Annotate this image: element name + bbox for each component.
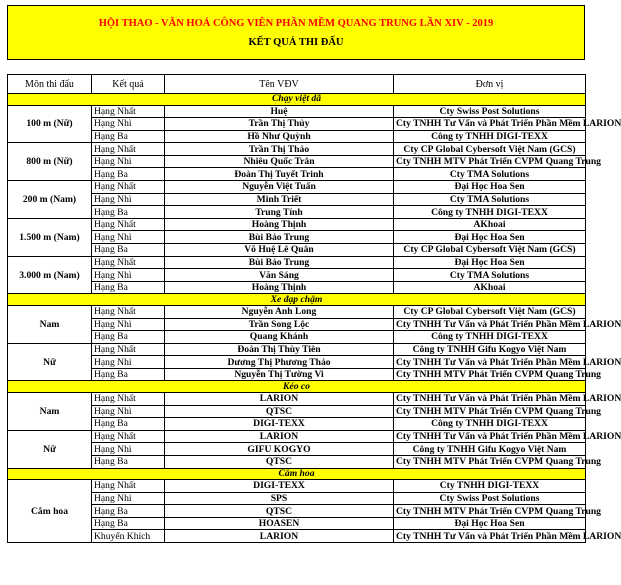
unit-cell: Cty CP Global Cybersoft Việt Nam (GCS) [394,143,586,156]
table-row [8,130,586,143]
table-row [8,368,586,381]
section-title: Cắm hoa [8,468,586,480]
unit-cell: AKhoai [394,218,586,231]
column-header: Kết quả [92,75,165,94]
unit-cell: Cty TNHH MTV Phát Triển CVPM Quang Trung [394,155,586,168]
athlete-cell: Bùi Bảo Trung [165,256,394,269]
athlete-cell: QTSC [165,405,394,418]
section-header-row [8,294,586,306]
rank-cell: Hạng Nhì [92,118,165,131]
athlete-cell: LARION [165,530,394,543]
table-row [8,392,586,405]
table-row [8,480,586,493]
event-cell: 800 m (Nữ) [8,143,92,181]
column-header: Đơn vị [394,75,586,94]
table-row [8,405,586,418]
unit-cell: Công ty TNHH DIGI-TEXX [394,418,586,431]
table-row [8,430,586,443]
unit-cell: Cty TNHH Tư Vấn và Phát Triển Phần Mềm LARION [394,430,586,443]
table-row [8,418,586,431]
unit-cell: Cty TMA Solutions [394,168,586,181]
rank-cell: Hạng Nhất [92,256,165,269]
table-row [8,269,586,282]
table-header-row [8,75,586,94]
event-cell: 100 m (Nữ) [8,105,92,143]
rank-cell: Hạng Nhất [92,218,165,231]
rank-cell: Hạng Ba [92,168,165,181]
table-row [8,231,586,244]
rank-cell: Hạng Nhất [92,343,165,356]
athlete-cell: LARION [165,392,394,405]
rank-cell: Hạng Nhất [92,480,165,493]
athlete-cell: Trung Tính [165,206,394,219]
unit-cell: Đại Học Hoa Sen [394,517,586,530]
section-title: Kéo co [8,381,586,393]
unit-cell: AKhoai [394,281,586,294]
unit-cell: Cty TNHH DIGI-TEXX [394,480,586,493]
rank-cell: Hạng Nhất [92,305,165,318]
unit-cell: Cty TNHH MTV Phát Triển CVPM Quang Trung [394,505,586,518]
rank-cell: Hạng Ba [92,244,165,257]
table-row [8,281,586,294]
athlete-cell: HOASEN [165,517,394,530]
rank-cell: Hạng Ba [92,418,165,431]
unit-cell: Đại Học Hoa Sen [394,256,586,269]
table-row [8,305,586,318]
rank-cell: Hạng Ba [92,206,165,219]
athlete-cell: Hồ Như Quỳnh [165,130,394,143]
table-row [8,256,586,269]
table-row [8,105,586,118]
athlete-cell: Nhiêu Quốc Trân [165,155,394,168]
rank-cell: Hạng Nhì [92,155,165,168]
athlete-cell: Huệ [165,105,394,118]
unit-cell: Đại Học Hoa Sen [394,231,586,244]
athlete-cell: Quang Khánh [165,331,394,344]
rank-cell: Hạng Nhì [92,269,165,282]
table-row [8,343,586,356]
athlete-cell: GIFU KOGYO [165,443,394,456]
unit-cell: Cty Swiss Post Solutions [394,492,586,505]
rank-cell: Hạng Nhất [92,105,165,118]
rank-cell: Hạng Nhì [92,356,165,369]
unit-cell: Đại Học Hoa Sen [394,181,586,194]
rank-cell: Hạng Nhì [92,492,165,505]
athlete-cell: Hoàng Thịnh [165,218,394,231]
athlete-cell: Hoàng Thịnh [165,281,394,294]
rank-cell: Hạng Ba [92,368,165,381]
table-row [8,318,586,331]
unit-cell: Cty TMA Solutions [394,193,586,206]
unit-cell: Cty TNHH Tư Vấn và Phát Triển Phần Mềm LARION [394,392,586,405]
table-row [8,356,586,369]
rank-cell: Hạng Ba [92,517,165,530]
rank-cell: Hạng Ba [92,505,165,518]
athlete-cell: Minh Triết [165,193,394,206]
title-banner [7,5,585,60]
spacer-row [7,60,585,74]
table-row [8,517,586,530]
athlete-cell: Đoàn Thị Thùy Tiên [165,343,394,356]
rank-cell: Hạng Ba [92,331,165,344]
table-row [8,155,586,168]
unit-cell: Cty TNHH MTV Phát Triển CVPM Quang Trung [394,455,586,468]
athlete-cell: Nguyễn Anh Long [165,305,394,318]
athlete-cell: SPS [165,492,394,505]
unit-cell: Cty TMA Solutions [394,269,586,282]
unit-cell: Công ty TNHH DIGI-TEXX [394,331,586,344]
athlete-cell: QTSC [165,455,394,468]
section-title: Xe đạp chậm [8,294,586,306]
page-subtitle: KẾT QUẢ THI ĐẤU [248,37,344,48]
athlete-cell: Võ Huệ Lê Quân [165,244,394,257]
athlete-cell: Nguyễn Việt Tuấn [165,181,394,194]
column-header: Môn thi đấu [8,75,92,94]
rank-cell: Khuyến Khích [92,530,165,543]
table-row [8,118,586,131]
table-row [8,143,586,156]
athlete-cell: DIGI-TEXX [165,418,394,431]
rank-cell: Hạng Nhì [92,193,165,206]
event-cell: 200 m (Nam) [8,181,92,219]
unit-cell: Cty CP Global Cybersoft Việt Nam (GCS) [394,244,586,257]
table-row [8,218,586,231]
section-header-row [8,381,586,393]
section-header-row [8,468,586,480]
event-cell: Nữ [8,430,92,468]
rank-cell: Hạng Nhì [92,231,165,244]
unit-cell: Cty TNHH Tư Vấn và Phát Triển Phần Mềm LARION [394,356,586,369]
unit-cell: Cty TNHH Tư Vấn và Phát Triển Phần Mềm LARION [394,318,586,331]
unit-cell: Cty Swiss Post Solutions [394,105,586,118]
column-header: Tên VĐV [165,75,394,94]
athlete-cell: Dương Thị Phương Thảo [165,356,394,369]
unit-cell: Cty TNHH Tư Vấn và Phát Triển Phần Mềm LARION [394,530,586,543]
rank-cell: Hạng Nhì [92,443,165,456]
unit-cell: Công ty TNHH DIGI-TEXX [394,206,586,219]
table-row [8,530,586,543]
table-row [8,244,586,257]
athlete-cell: Đoàn Thị Tuyết Trinh [165,168,394,181]
unit-cell: Cty TNHH Tư Vấn và Phát Triển Phần Mềm LARION [394,118,586,131]
event-cell: Cắm hoa [8,480,92,543]
event-cell: Nam [8,305,92,343]
athlete-cell: Trần Song Lộc [165,318,394,331]
section-title: Chạy việt dã [8,94,586,106]
table-row [8,168,586,181]
rank-cell: Hạng Nhất [92,143,165,156]
unit-cell: Công ty TNHH Gifu Kogyo Việt Nam [394,343,586,356]
rank-cell: Hạng Nhất [92,392,165,405]
table-row [8,505,586,518]
athlete-cell: QTSC [165,505,394,518]
rank-cell: Hạng Ba [92,130,165,143]
rank-cell: Hạng Nhất [92,181,165,194]
results-table [7,74,621,543]
results-body [8,93,621,543]
table-row [8,492,586,505]
table-row [8,181,586,194]
unit-cell: Công ty TNHH Gifu Kogyo Việt Nam [394,443,586,456]
rank-cell: Hạng Nhất [92,430,165,443]
event-cell: Nữ [8,343,92,381]
event-cell: 3.000 m (Nam) [8,256,92,294]
rank-cell: Hạng Nhì [92,318,165,331]
athlete-cell: DIGI-TEXX [165,480,394,493]
section-header-row [8,94,586,106]
table-row [8,443,586,456]
table-row [8,206,586,219]
page-title: HỘI THAO - VĂN HOÁ CÔNG VIÊN PHẦN MỀM QUANG TRUNG LẦN XIV - 2019 [98,18,494,29]
table-row [8,193,586,206]
table-row [8,331,586,344]
athlete-cell: Văn Sáng [165,269,394,282]
unit-cell: Cty CP Global Cybersoft Việt Nam (GCS) [394,305,586,318]
athlete-cell: Trần Thị Thảo [165,143,394,156]
athlete-cell: Trần Thị Thủy [165,118,394,131]
rank-cell: Hạng Ba [92,281,165,294]
athlete-cell: LARION [165,430,394,443]
athlete-cell: Bùi Bảo Trung [165,231,394,244]
event-cell: Nam [8,392,92,430]
event-cell: 1.500 m (Nam) [8,218,92,256]
unit-cell: Cty TNHH MTV Phát Triển CVPM Quang Trung [394,368,586,381]
rank-cell: Hạng Ba [92,455,165,468]
table-row [8,455,586,468]
rank-cell: Hạng Nhì [92,405,165,418]
unit-cell: Cty TNHH MTV Phát Triển CVPM Quang Trung [394,405,586,418]
unit-cell: Công ty TNHH DIGI-TEXX [394,130,586,143]
athlete-cell: Nguyễn Thị Tường Vi [165,368,394,381]
